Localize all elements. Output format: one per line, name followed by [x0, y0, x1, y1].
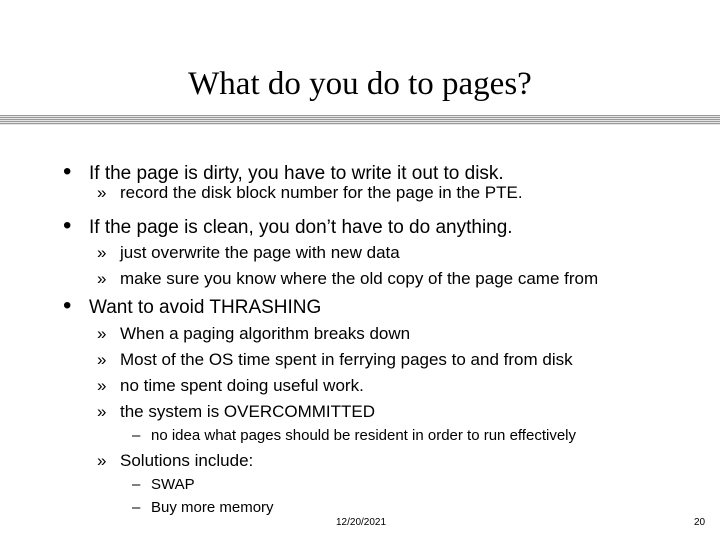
subsub-swap: SWAP — [151, 476, 195, 493]
bullet-marker: • — [63, 158, 72, 185]
slide-title: What do you do to pages? — [188, 66, 532, 102]
sub-old-copy: make sure you know where the old copy of the page came from — [120, 269, 599, 288]
footer-page-number: 20 — [694, 517, 706, 528]
bullet-dirty-page: If the page is dirty, you have to write it out to disk. — [89, 163, 504, 184]
sub-marker: » — [97, 350, 107, 369]
sub-marker: » — [97, 376, 107, 395]
sub-marker: » — [97, 183, 107, 202]
bullet-marker: • — [63, 212, 72, 239]
sub-marker: » — [97, 243, 107, 262]
bullet-clean-page: If the page is clean, you don’t have to do anything. — [89, 217, 513, 238]
dash-marker: – — [132, 476, 141, 493]
sub-solutions: Solutions include: — [120, 451, 254, 470]
bullet-marker: • — [63, 292, 72, 319]
footer-date: 12/20/2021 — [336, 517, 387, 528]
dash-marker: – — [132, 499, 141, 516]
subsub-buy-memory: Buy more memory — [151, 499, 274, 516]
sub-overcommitted: the system is OVERCOMMITTED — [120, 402, 376, 421]
subsub-no-idea: no idea what pages should be resident in order to run effectively — [151, 427, 576, 444]
sub-no-useful-work: no time spent doing useful work. — [120, 376, 364, 395]
sub-record-block: record the disk block number for the page in the PTE. — [120, 183, 523, 202]
sub-paging-breaks: When a paging algorithm breaks down — [120, 324, 411, 343]
sub-marker: » — [97, 402, 107, 421]
sub-marker: » — [97, 324, 107, 343]
sub-overwrite: just overwrite the page with new data — [120, 243, 400, 262]
sub-marker: » — [97, 451, 107, 470]
bullet-thrashing: Want to avoid THRASHING — [89, 297, 322, 318]
sub-os-time: Most of the OS time spent in ferrying pages to and from disk — [120, 350, 573, 369]
title-divider — [0, 115, 720, 125]
dash-marker: – — [132, 427, 141, 444]
sub-marker: » — [97, 269, 107, 288]
